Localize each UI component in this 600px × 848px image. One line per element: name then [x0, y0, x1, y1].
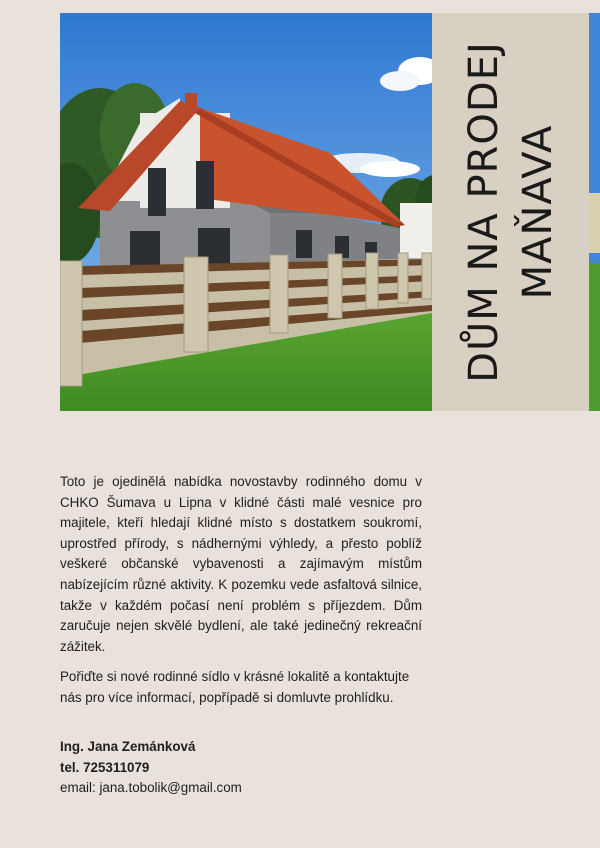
title-line-2: MAŇAVA: [514, 124, 561, 300]
contact-name: Ing. Jana Zemánková: [60, 739, 196, 754]
contact-email[interactable]: email: jana.tobolik@gmail.com: [60, 780, 242, 796]
description-paragraph-1: Toto je ojedinělá nabídka novostavby rodinného domu v CHKO Šumava u Lipna v klidné části malé vesnice pro majitele, kteří hledají klidné místo s dostatkem soukromí, uprostřed přírody, s nádhernými výhledy, a přesto poblíž veškeré občanské vybavenosti a zajímavým místům nabízejícím různé aktivity. K pozemku vede asfaltová silnice, takže v každém počasí není problém s příjezdem. Dům zaručuje nejen skvělé bydlení, ale také jedinečný rekreační zážitek.: [60, 474, 422, 654]
title-panel: [432, 13, 589, 411]
description-paragraph-2: Pořiďte si nové rodinné sídlo v krásné lokalitě a kontaktujte nás pro více informací, popřípadě si domluvte prohlídku.: [60, 669, 410, 705]
description: [60, 472, 422, 719]
page-title: [457, 17, 565, 407]
title-line-1: DŮM NA PRODEJ: [460, 41, 507, 383]
contact-phone: tel. 725311079: [60, 759, 150, 775]
contact-block: [60, 737, 242, 799]
